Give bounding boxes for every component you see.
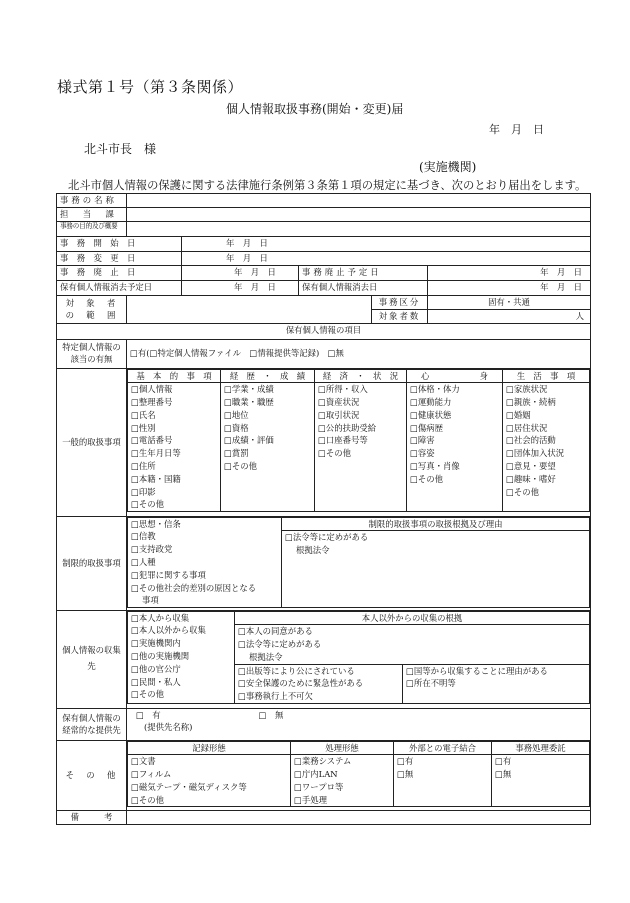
- general-header-life: 生 活 事 項: [503, 369, 590, 383]
- other-header-external: 外部との電子結合: [394, 741, 492, 755]
- checkbox-option[interactable]: □犯罪に関する事項: [131, 569, 206, 580]
- general-header-body: 心 身: [407, 369, 503, 383]
- provision-no: □ 無: [258, 709, 284, 720]
- checkbox-option[interactable]: □氏名: [131, 409, 156, 420]
- checkbox-option[interactable]: □趣味・嗜好: [506, 473, 556, 484]
- checkbox-option[interactable]: □磁気テープ・磁気ディスク等: [131, 781, 247, 792]
- checkbox-option[interactable]: □支持政党: [131, 544, 173, 555]
- checkbox-option[interactable]: □学業・成績: [224, 384, 274, 395]
- label-subject-count: 対象者数: [372, 309, 428, 323]
- label-restricted: 制限的取扱事項: [57, 516, 127, 610]
- checkbox-option[interactable]: 根拠法令: [296, 545, 330, 556]
- checkbox-option[interactable]: □生年月日等: [131, 448, 181, 459]
- value-specific[interactable]: □有(□特定個人情報ファイル □情報提供等記録) □無: [127, 339, 591, 368]
- value-category[interactable]: 固有・共通: [428, 295, 591, 309]
- checkbox-option[interactable]: □婚姻: [506, 409, 531, 420]
- general-header-basic: 基 本 的 事 項: [128, 369, 221, 383]
- label-specific: 特定個人情報の該当の有無: [57, 339, 127, 368]
- checkbox-option[interactable]: □健康状態: [410, 409, 452, 420]
- checkbox-option[interactable]: □業務システム: [294, 756, 352, 767]
- checkbox-option[interactable]: □その他: [131, 689, 165, 700]
- checkbox-option[interactable]: □写真・肖像: [410, 461, 460, 471]
- collection-basis-header: 本人以外からの収集の根拠: [235, 611, 590, 625]
- checkbox-option[interactable]: □個人情報: [131, 384, 173, 395]
- checkbox-option[interactable]: □印影: [131, 486, 156, 497]
- value-subject-scope[interactable]: [127, 295, 372, 323]
- row-dept: [57, 207, 591, 221]
- checkbox-option[interactable]: □安全保護のために緊急性がある: [238, 678, 364, 689]
- checkbox-option[interactable]: □民間・私人: [131, 676, 181, 687]
- checkbox-option[interactable]: □その他: [131, 794, 165, 805]
- checkbox-option[interactable]: □その他: [410, 473, 444, 484]
- checkbox-option[interactable]: □他の実施機関: [131, 651, 190, 661]
- value-start-date[interactable]: 年 月 日: [182, 236, 591, 251]
- checkbox-option[interactable]: □地位: [224, 409, 249, 420]
- other-header-processing: 処理形態: [291, 741, 394, 755]
- label-purpose: 事務の目的及び概要: [57, 221, 127, 236]
- value-remarks[interactable]: [127, 810, 591, 824]
- label-file-delete-plan: 保有個人情報消去予定日: [57, 280, 182, 295]
- checkbox-option[interactable]: □その他: [131, 499, 165, 510]
- label-abolish-plan: 事務廃止予定日: [299, 265, 428, 280]
- value-dept[interactable]: [127, 207, 591, 221]
- checkbox-option[interactable]: □運動能力: [410, 397, 452, 408]
- checkbox-option[interactable]: □本人の同意がある: [238, 626, 313, 637]
- value-file-delete[interactable]: 年 月 日: [428, 280, 591, 295]
- collection-basis-top[interactable]: [235, 625, 590, 664]
- checkbox-option[interactable]: □有: [495, 756, 512, 767]
- checkbox-option[interactable]: □家族状況: [506, 384, 548, 395]
- checkbox-option[interactable]: 事項: [142, 595, 159, 606]
- label-provision: 保有個人情報の経常的な提供先: [57, 708, 127, 740]
- checkbox-option[interactable]: □手処理: [294, 794, 328, 805]
- checkbox-option[interactable]: □所得・収入: [318, 384, 368, 395]
- restricted-grid: [127, 517, 590, 609]
- checkbox-option[interactable]: □無: [397, 769, 414, 780]
- label-change-date: 事 務 変 更 日: [57, 251, 182, 265]
- collection-grid: [127, 611, 590, 704]
- checkbox-option[interactable]: □庁内LAN: [294, 769, 338, 780]
- label-file-delete: 保有個人情報消去日: [299, 280, 428, 295]
- row-abolish: [57, 265, 591, 280]
- label-remarks: 備 考: [57, 810, 127, 824]
- checkbox-option[interactable]: □フィルム: [131, 769, 172, 780]
- row-start-date: [57, 236, 591, 251]
- other-outsourcing-list[interactable]: [492, 755, 590, 807]
- checkbox-option[interactable]: □その他: [506, 486, 540, 497]
- checkbox-option[interactable]: □障害: [410, 435, 435, 446]
- general-list-career[interactable]: [221, 383, 315, 512]
- row-subject-1: [57, 295, 591, 309]
- checkbox-option[interactable]: □出版等により公にされている: [238, 665, 355, 676]
- label-other: そ の 他: [57, 740, 127, 810]
- row-restricted: [57, 516, 591, 610]
- other-grid: [127, 741, 590, 808]
- checkbox-option[interactable]: □実施機関内: [131, 638, 181, 649]
- checkbox-option[interactable]: □容姿: [410, 448, 435, 459]
- checkbox-option[interactable]: □整理番号: [131, 397, 173, 408]
- checkbox-option[interactable]: □社会的活動: [506, 435, 556, 446]
- collection-basis-right[interactable]: [403, 664, 590, 703]
- section-header: 保有個人情報の項目: [57, 323, 591, 339]
- value-purpose[interactable]: [127, 221, 591, 236]
- label-collection: 個人情報の収集先: [57, 610, 127, 708]
- checkbox-option[interactable]: □傷病歴: [410, 422, 444, 433]
- checkbox-option[interactable]: □本人から収集: [131, 612, 190, 623]
- checkbox-option[interactable]: □その他: [318, 448, 352, 459]
- checkbox-option[interactable]: □公的扶助受給: [318, 422, 377, 433]
- label-start-date: 事 務 開 始 日: [57, 236, 182, 251]
- row-general: [57, 368, 591, 516]
- checkbox-option[interactable]: □法令等に定めがある: [238, 639, 322, 650]
- general-grid: [127, 369, 590, 513]
- checkbox-option[interactable]: □思想・信条: [131, 518, 181, 529]
- checkbox-option[interactable]: □人種: [131, 557, 156, 567]
- checkbox-option[interactable]: □団体加入状況: [506, 448, 565, 459]
- restricted-items[interactable]: [128, 517, 282, 608]
- checkbox-option[interactable]: □文書: [131, 756, 156, 767]
- checkbox-option[interactable]: □資格: [224, 422, 249, 433]
- checkbox-option[interactable]: [130, 709, 587, 722]
- row-remarks: [57, 810, 591, 824]
- checkbox-option[interactable]: □信教: [131, 531, 156, 542]
- checkbox-option[interactable]: □他の官公庁: [131, 663, 181, 674]
- checkbox-option[interactable]: □性別: [131, 422, 156, 433]
- value-abolish-date[interactable]: 年 月 日: [182, 265, 299, 280]
- agency-label: (実施機関): [419, 160, 477, 174]
- checkbox-option[interactable]: □取引状況: [318, 409, 360, 420]
- checkbox-option[interactable]: □本人以外から収集: [131, 625, 206, 636]
- general-list-body[interactable]: [407, 383, 503, 512]
- row-other: [57, 740, 591, 810]
- checkbox-option[interactable]: □意見・要望: [506, 461, 556, 471]
- checkbox-option[interactable]: □その他社会的差別の原因となる: [131, 582, 257, 593]
- checkbox-option[interactable]: □成績・評価: [224, 435, 274, 446]
- general-list-economy[interactable]: [315, 383, 407, 512]
- value-name[interactable]: [127, 194, 591, 208]
- checkbox-option[interactable]: □職業・職歴: [224, 397, 274, 408]
- row-provision: [57, 708, 591, 740]
- document-title: 個人情報取扱事務(開始・変更)届: [226, 102, 404, 116]
- checkbox-option[interactable]: □国等から収集することに理由がある: [406, 665, 548, 676]
- row-specific: [57, 339, 591, 368]
- other-header-record: 記録形態: [128, 741, 291, 755]
- row-section-header: [57, 323, 591, 339]
- provision-yes: □ 有: [136, 709, 161, 720]
- provision-recipient[interactable]: (提供先名称): [144, 722, 193, 733]
- value-file-delete-plan[interactable]: 年 月 日: [182, 280, 299, 295]
- checkbox-option[interactable]: □本籍・国籍: [131, 473, 181, 484]
- application-form-table: [56, 193, 591, 825]
- other-processing-list[interactable]: [291, 755, 394, 807]
- checkbox-option[interactable]: □居住状況: [506, 422, 548, 433]
- label-dept: 担 当 課: [57, 207, 127, 221]
- checkbox-option[interactable]: □無: [495, 769, 512, 780]
- checkbox-option[interactable]: □賞罰: [224, 448, 249, 459]
- checkbox-option[interactable]: □事務執行上不可欠: [238, 691, 313, 702]
- restricted-basis[interactable]: [282, 531, 590, 608]
- row-change-date: [57, 251, 591, 265]
- value-change-date[interactable]: 年 月 日: [182, 251, 591, 265]
- intro-text: 北斗市個人情報の保護に関する法律施行条例第３条第１項の規定に基づき、次のとおり届出をします。: [68, 179, 587, 192]
- general-list-basic[interactable]: [128, 383, 221, 512]
- value-abolish-plan[interactable]: 年 月 日: [428, 265, 591, 280]
- label-category: 事務区分: [372, 295, 428, 309]
- value-subject-count[interactable]: 人: [428, 309, 591, 323]
- checkbox-option[interactable]: □口座番号等: [318, 435, 368, 446]
- row-file-delete: [57, 280, 591, 295]
- general-header-career: 経 歴 ・ 成 績: [221, 369, 315, 383]
- checkbox-option[interactable]: 根拠法令: [249, 651, 283, 662]
- collection-sources[interactable]: [128, 611, 235, 703]
- checkbox-option[interactable]: □所在不明等: [406, 678, 456, 689]
- checkbox-option[interactable]: □電話番号: [131, 435, 173, 446]
- label-name: 事務の名称: [57, 194, 127, 208]
- row-name: [57, 194, 591, 208]
- checkbox-option[interactable]: □親族・続柄: [506, 397, 556, 408]
- checkbox-option[interactable]: □住所: [131, 461, 156, 471]
- label-abolish-date: 事 務 廃 止 日: [57, 265, 182, 280]
- collection-basis-left[interactable]: [235, 664, 403, 703]
- label-subject-scope: 対 象 者 の 範 囲: [57, 295, 127, 323]
- checkbox-option[interactable]: □体格・体力: [410, 384, 460, 395]
- checkbox-option[interactable]: □有: [397, 756, 414, 767]
- other-external-list[interactable]: [394, 755, 492, 807]
- other-record-list[interactable]: [128, 755, 291, 807]
- checkbox-option[interactable]: □資産状況: [318, 397, 360, 408]
- other-header-outsourcing: 事務処理委託: [492, 741, 590, 755]
- submission-date: 年 月 日: [489, 123, 544, 136]
- checkbox-option[interactable]: □ワープロ等: [294, 781, 344, 792]
- form-number: 様式第１号（第３条関係）: [57, 78, 244, 96]
- general-header-economy: 経 済 ・ 状 況: [315, 369, 407, 383]
- label-general: 一般的取扱事項: [57, 368, 127, 516]
- checkbox-option[interactable]: □その他: [224, 461, 258, 471]
- restricted-basis-header: 制限的取扱事項の取扱根拠及び理由: [282, 517, 590, 531]
- row-collection: [57, 610, 591, 708]
- checkbox-option[interactable]: □法令等に定めがある: [285, 532, 369, 543]
- row-purpose: [57, 221, 591, 236]
- addressee: 北斗市長 様: [84, 142, 157, 156]
- general-list-life[interactable]: [503, 383, 590, 512]
- value-provision[interactable]: [127, 708, 591, 740]
